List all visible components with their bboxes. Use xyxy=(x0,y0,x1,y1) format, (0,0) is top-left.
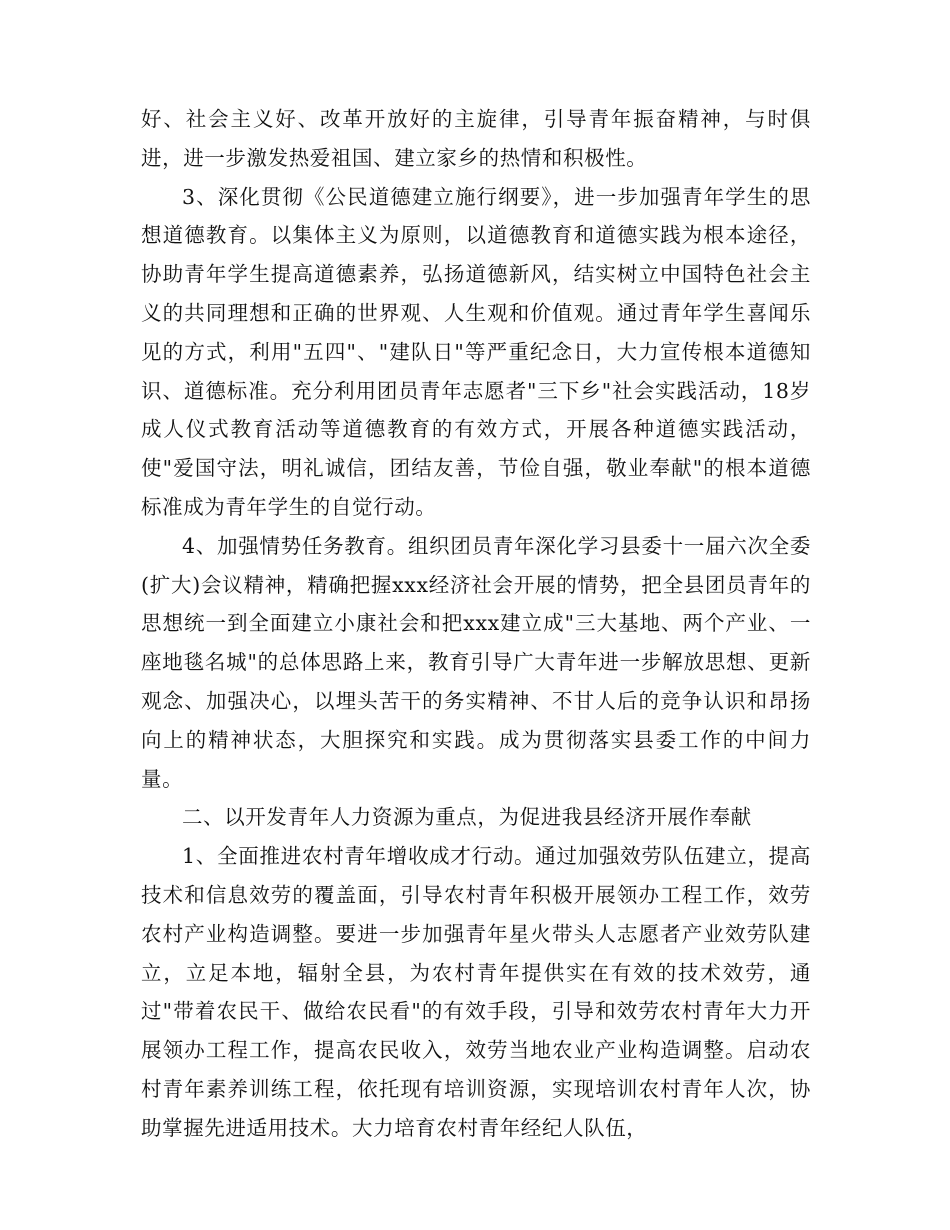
paragraph-rural-youth: 1、全面推进农村青年增收成才行动。通过加强效劳队伍建立，提高技术和信息效劳的覆盖面，引导农村青年积极开展领办工程工作，效劳农村产业构造调整。要进一步加强青年星火带头人志愿者产业效劳队建立，立足本地，辐射全县，为农村青年提供实在有效的技术效劳，通过"带着农民干、做给农民看"的有效手段，引导和效劳农村青年大力开展领办工程工作，提高农民收入，效劳当地农业产业构造调整。启动农村青年素养训练工程，依托现有培训资源，实现培训农村青年人次，协助掌握先进适用技术。大力培育农村青年经纪人队伍， xyxy=(141,844,811,1140)
section-heading-human-resources: 二、以开发青年人力资源为重点，为促进我县经济开展作奉献 xyxy=(182,805,752,830)
paragraph-moral-education: 3、深化贯彻《公民道德建立施行纲要》，进一步加强青年学生的思想道德教育。以集体主义为原则，以道德教育和道德实践为根本途径，协助青年学生提高道德素养，弘扬道德新风，结实树立中国特色社会主义的共同理想和正确的世界观、人生观和价值观。通过青年学生喜闻乐见的方式，利用"五四"、"建队日"等严重纪念日，大力宣传根本道德知识、道德标准。充分利用团员青年志愿者"三下乡"社会实践活动，18岁成人仪式教育活动等道德教育的有效方式，开展各种道德实践活动，使"爱国守法，明礼诚信，团结友善，节俭自强，敬业奉献"的根本道德标准成为青年学生的自觉行动。 xyxy=(141,184,811,519)
document-page xyxy=(141,100,811,1148)
paragraph-situation-education: 4、加强情势任务教育。组织团员青年深化学习县委十一届六次全委(扩大)会议精神，精确把握xxx经济社会开展的情势，把全县团员青年的思想统一到全面建立小康社会和把xxx建立成"三大基地、两个产业、一座地毯名城"的总体思路上来，教育引导广大青年进一步解放思想、更新观念、加强决心，以埋头苦干的务实精神、不甘人后的竞争认识和昂扬向上的精神状态，大胆探究和实践。成为贯彻落实县委工作的中间力量。 xyxy=(141,533,811,791)
paragraph-continuation: 好、社会主义好、改革开放好的主旋律，引导青年振奋精神，与时俱进，进一步激发热爱祖国、建立家乡的热情和积极性。 xyxy=(141,107,811,170)
